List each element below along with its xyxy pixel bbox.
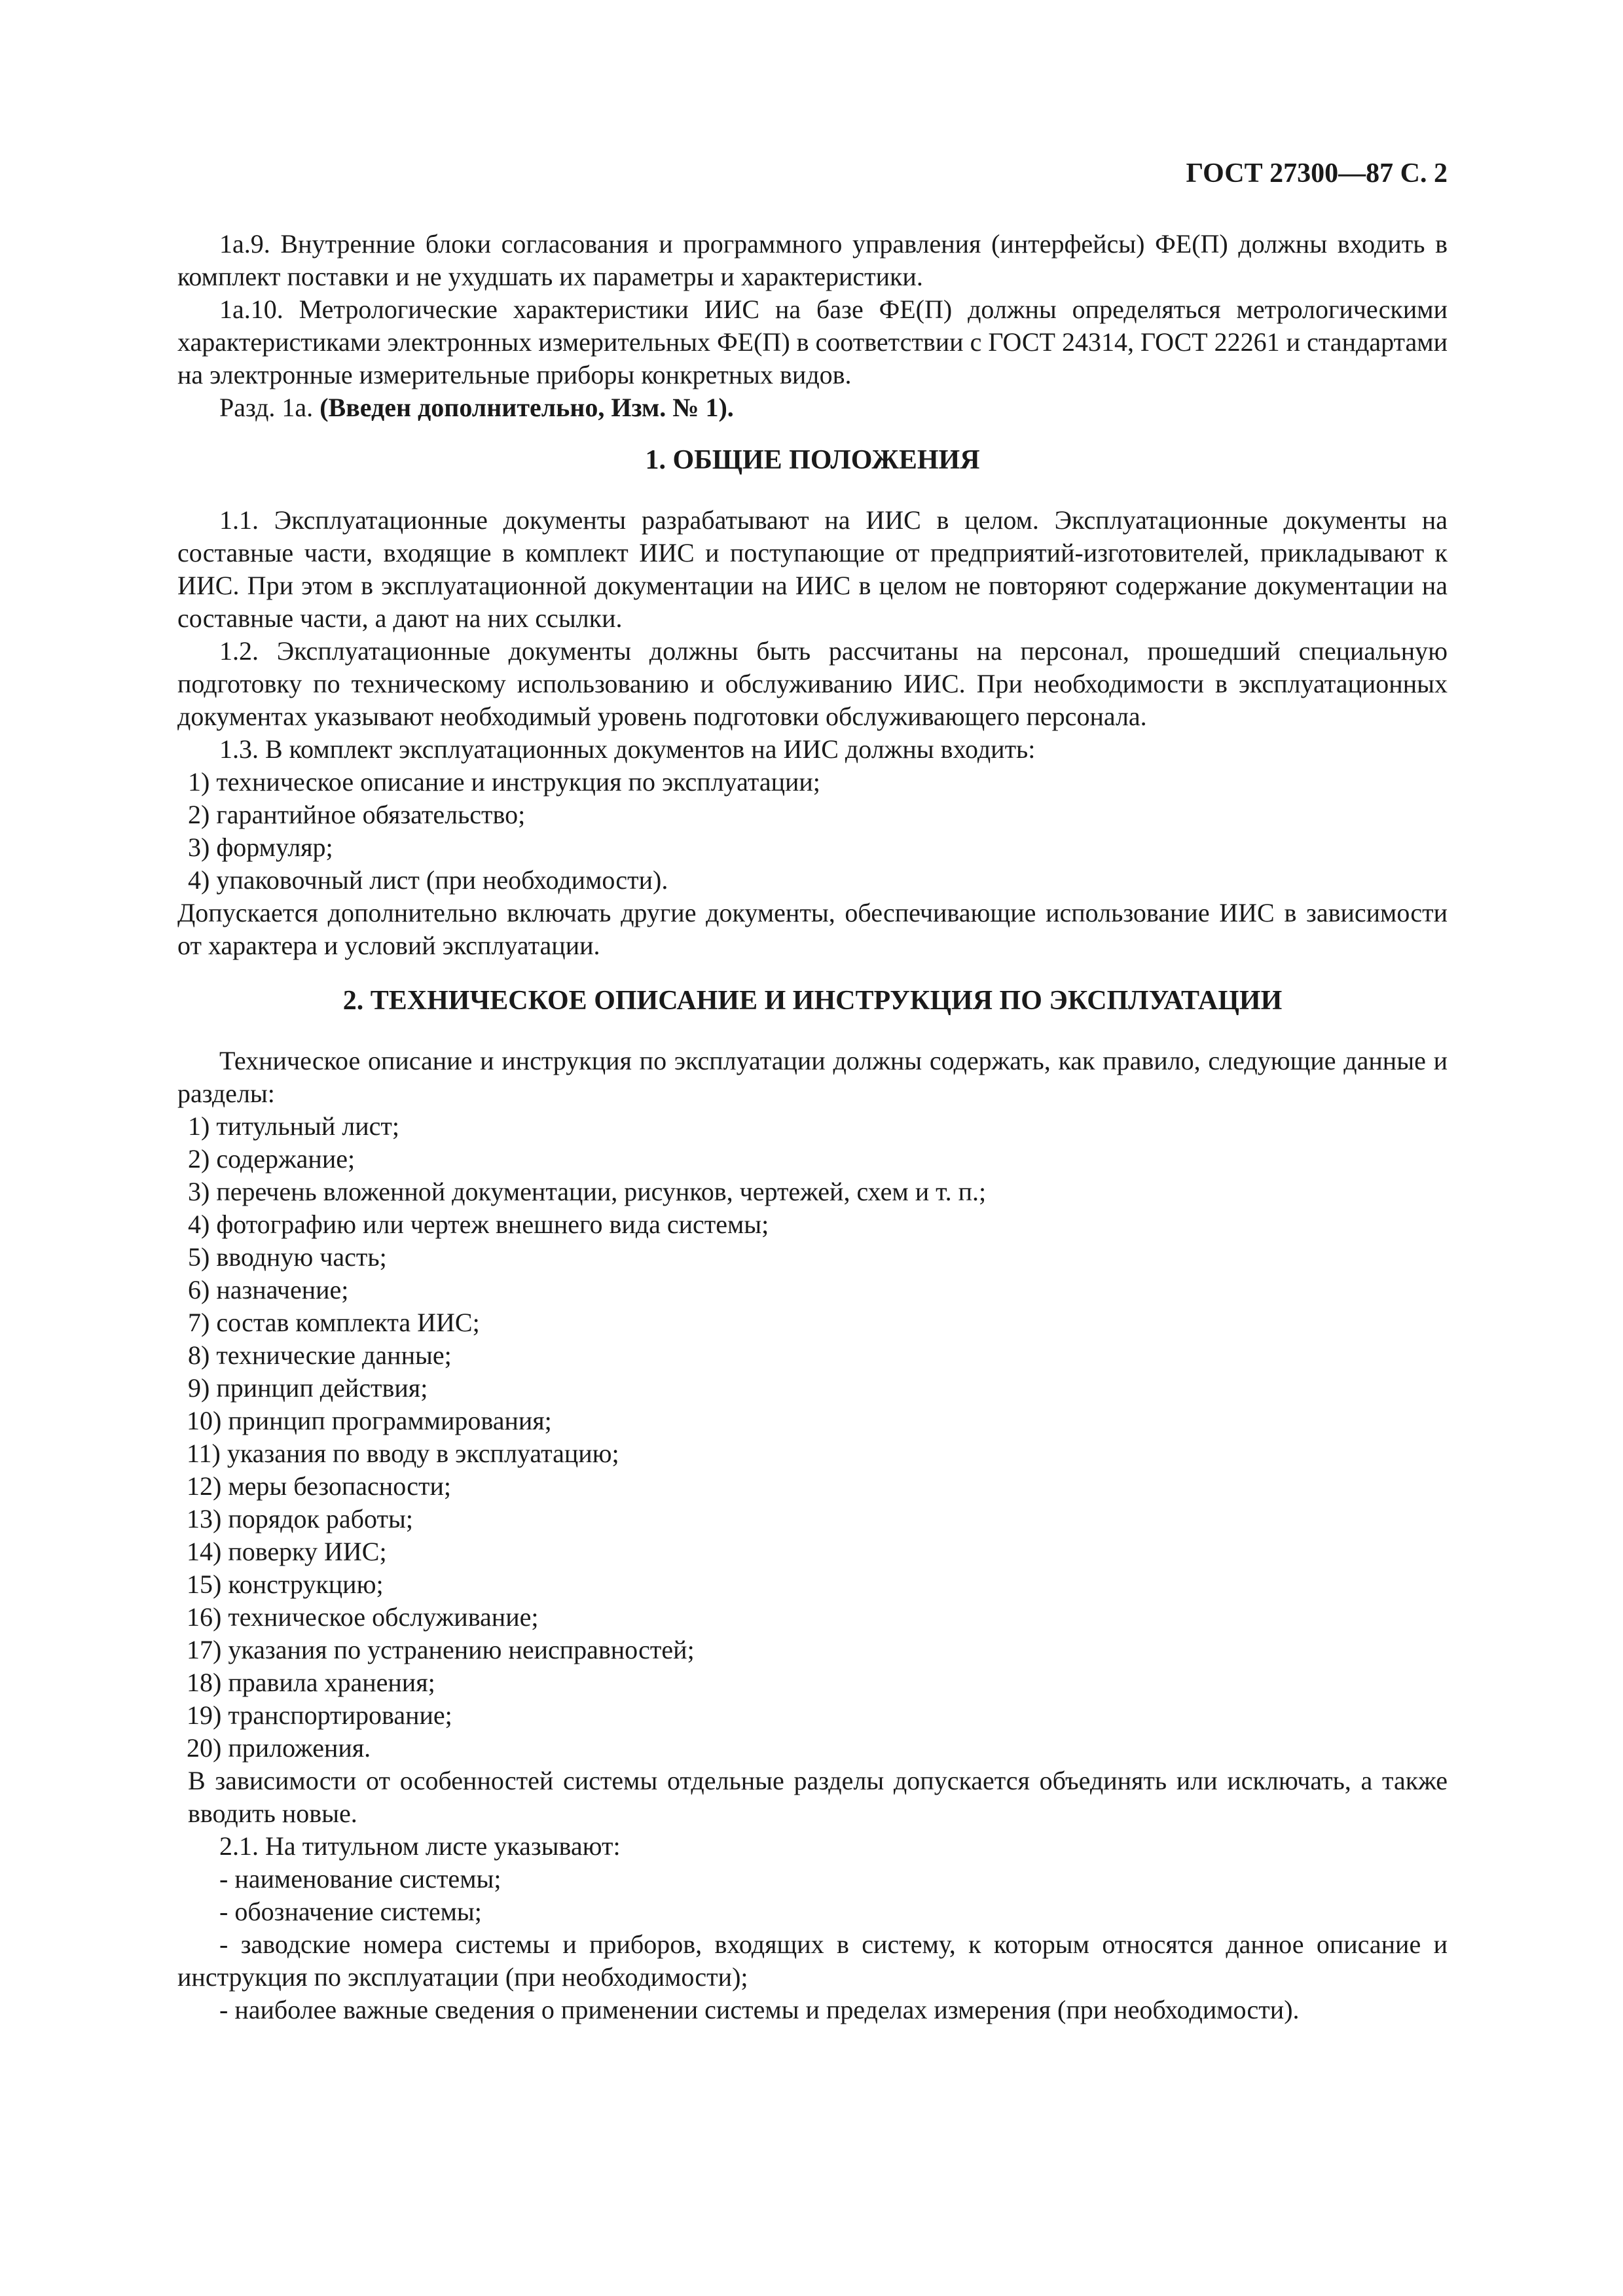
paragraph-1-3-note: Допускается дополнительно включать другие документы, обеспечивающие использование ИИС в зависимости от характера и условий эксплуатации. [177, 898, 1448, 960]
list-item: 1) титульный лист; [188, 1111, 400, 1141]
section-2-title: 2. ТЕХНИЧЕСКОЕ ОПИСАНИЕ И ИНСТРУКЦИЯ ПО ЭКСПЛУАТАЦИИ [342, 986, 1283, 1016]
list-item: 10) принцип программирования; [187, 1406, 552, 1435]
paragraph-2-intro: Техническое описание и инструкция по эксплуатации должны содержать, как правило, следующие данные и разделы: [177, 1046, 1448, 1108]
list-item: 4) упаковочный лист (при необходимости). [188, 865, 668, 895]
page-header: ГОСТ 27300—87 С. 2 [1186, 158, 1448, 188]
list-item: 8) технические данные; [188, 1340, 452, 1370]
list-item: 3) перечень вложенной документации, рисунков, чертежей, схем и т. п.; [188, 1177, 987, 1206]
list-item: 20) приложения. [187, 1733, 371, 1763]
paragraph-1a9: 1а.9. Внутренние блоки согласования и программного управления (интерфейсы) ФЕ(П) должны входить в комплект поставки и не ухудшать их параметры и характеристики. [177, 229, 1448, 291]
list-item: 16) техническое обслуживание; [187, 1602, 539, 1632]
amendment-note-prefix: Разд. 1а. [219, 393, 314, 422]
dash-item: - обозначение системы; [219, 1897, 482, 1926]
list-item: 2) гарантийное обязательство; [188, 800, 526, 829]
list-item: 1) техническое описание и инструкция по эксплуатации; [188, 767, 820, 797]
dash-item: - наиболее важные сведения о применении системы и пределах измерения (при необходимости). [219, 1995, 1300, 2024]
document-page [177, 157, 1448, 2026]
list-item: 13) порядок работы; [187, 1504, 413, 1534]
section-1-title: 1. ОБЩИЕ ПОЛОЖЕНИЯ [645, 445, 980, 475]
amendment-note [177, 391, 1448, 424]
paragraph-2-1: 2.1. На титульном листе указывают: [219, 1831, 621, 1861]
list-item: 4) фотографию или чертеж внешнего вида системы; [188, 1210, 769, 1239]
dash-item: - наименование системы; [219, 1864, 501, 1893]
list-item: 7) состав комплекта ИИС; [188, 1308, 480, 1337]
list-item: 17) указания по устранению неисправностей; [187, 1635, 695, 1664]
list-item: 15) конструкцию; [187, 1570, 384, 1599]
paragraph-1-1: 1.1. Эксплуатационные документы разрабатывают на ИИС в целом. Эксплуатационные документы на составные части, входящие в комплект ИИС и поступающие от предприятий-изготовителей, прикладывают к ИИС. При этом в эксплуатационной документации на ИИС в целом не повторяют содержание документации на составные части, а дают на них ссылки. [177, 505, 1448, 633]
list-item: 11) указания по вводу в эксплуатацию; [187, 1439, 619, 1468]
list-item: 12) меры безопасности; [187, 1471, 451, 1501]
list-item: 6) назначение; [188, 1275, 349, 1304]
list-item: 19) транспортирование; [187, 1700, 452, 1730]
paragraph-1a10: 1а.10. Метрологические характеристики ИИС на базе ФЕ(П) должны определяться метрологическими характеристиками электронных измерительных ФЕ(П) в соответствии с ГОСТ 24314, ГОСТ 22261 и стандартами на электронные измерительные приборы конкретных видов. [177, 295, 1448, 389]
list-item: 18) правила хранения; [187, 1668, 435, 1697]
list-item: 3) формуляр; [188, 833, 333, 862]
dash-item: - заводские номера системы и приборов, входящих в систему, к которым относятся данное описание и инструкция по эксплуатации (при необходимости); [177, 1929, 1448, 1992]
list-item: 14) поверку ИИС; [187, 1537, 387, 1566]
paragraph-1-2: 1.2. Эксплуатационные документы должны быть рассчитаны на персонал, прошедший специальную подготовку по техническому использованию и обслуживанию ИИС. При необходимости в эксплуатационных документах указывают необходимый уровень подготовки обслуживающего персонала. [177, 636, 1448, 731]
amendment-note-bold: (Введен дополнительно, Изм. № 1). [319, 393, 734, 422]
list-item: 9) принцип действия; [188, 1373, 428, 1403]
list-item: 5) вводную часть; [188, 1242, 387, 1272]
list-item: 2) содержание; [188, 1144, 356, 1174]
paragraph-1-3: 1.3. В комплект эксплуатационных документов на ИИС должны входить: [219, 734, 1036, 764]
paragraph-2-note: В зависимости от особенностей системы отдельные разделы допускается объединять или исключать, а также вводить новые. [188, 1766, 1448, 1828]
